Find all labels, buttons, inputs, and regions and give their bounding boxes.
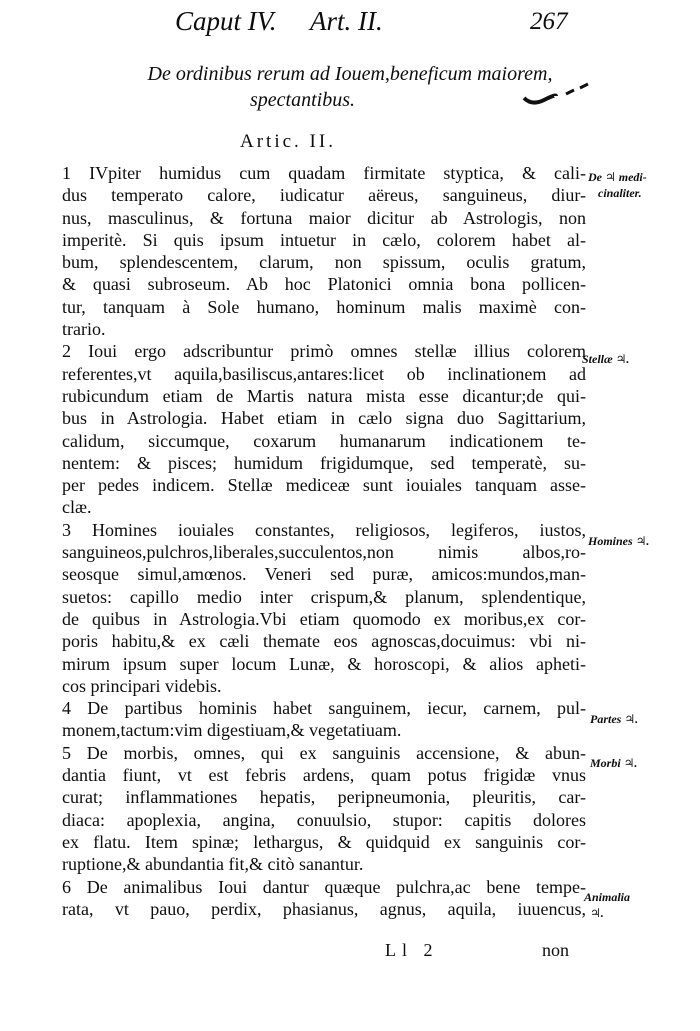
text-line: tur, tanquam à Sole humano, hominum malis maximè con- — [62, 296, 586, 317]
text-line: 3 Homines iouiales constantes, religiosos, legiferos, iustos, — [62, 519, 586, 540]
text-line: ex flatu. Item spinæ; lethargus, & quidquid ex sanguinis cor- — [62, 831, 586, 852]
text-line: imperitè. Si quis ipsum intuetur in cælo, colorem habet al- — [62, 229, 586, 250]
text-line: dus temperato calore, iudicatur aëreus, sanguineus, diur- — [62, 185, 586, 206]
margin-note-4: Partes ♃. — [590, 712, 639, 726]
margin-note-1a: De ♃ medi- — [588, 170, 647, 184]
text-line: 2 Ioui ergo adscribuntur primò omnes stellæ illius colorem — [62, 341, 586, 362]
margin-note-6a: Animalia — [584, 890, 631, 904]
text-line: monem,tactum:vim digestiuam,& vegetatiuam. — [62, 720, 402, 741]
section-heading: Artic. II. — [240, 131, 336, 152]
text-line: nentem: & pisces; humidum frigidumque, sed temperatè, su- — [62, 452, 586, 473]
text-line: 5 De morbis, omnes, qui ex sanguinis accensione, & abun- — [62, 742, 586, 763]
text-line: de quibus in Astrologia.Vbi etiam quomodo ex moribus,ex cor- — [62, 608, 586, 629]
text-line: per pedes indicem. Stellæ mediceæ sunt iouiales tanquam asse- — [62, 475, 586, 496]
page-number: 267 — [530, 8, 568, 35]
text-line: 6 De animalibus Ioui dantur quæque pulchra,ac bene tempe- — [62, 876, 586, 897]
subtitle-line-1: De ordinibus rerum ad Iouem,beneficum maiorem, — [147, 63, 553, 85]
text-line: 4 De partibus hominis habet sanguinem, iecur, carnem, pul- — [62, 698, 586, 719]
text-line: mirum ipsum super locum Lunæ, & horoscopi, & alios apheti- — [62, 653, 586, 674]
text-line: nus, masculinus, & fortuna maior dicitur ab Astrologis, non — [62, 207, 586, 228]
text-line: ruptione,& abundantia fit,& citò sanantur. — [62, 854, 364, 875]
margin-note-6b: ♃. — [590, 906, 604, 920]
text-line: referentes,vt aquila,basiliscus,antares:licet ob inclinationem ad — [62, 363, 586, 384]
text-line: diaca: apoplexia, angina, conuulsio, stupor: capitis dolores — [62, 809, 586, 830]
chapter-label: Caput IV. — [175, 6, 277, 36]
margin-note-5: Morbi ♃. — [590, 756, 638, 770]
text-line: sanguineos,pulchros,liberales,succulentos,non nimis albos,ro- — [62, 542, 586, 563]
text-line: poris habitu,& ex cæli themate eos agnoscas,docuimus: vbi ni- — [62, 631, 586, 652]
subtitle-line-2: spectantibus. — [250, 89, 355, 111]
ink-squiggle — [522, 82, 592, 108]
running-header — [175, 6, 595, 46]
body-text — [62, 162, 586, 920]
text-line: & quasi subroseum. Ab hoc Platonici omnia bona pollicen- — [62, 274, 586, 295]
text-line: cos principari videbis. — [62, 675, 222, 696]
text-line: seosque simul,amœnos. Veneri sed puræ, amicos:mundos,man- — [62, 564, 586, 585]
text-line: suetos: capillo medio inter crispum,& planum, splendentique, — [62, 586, 586, 607]
signature-mark: Ll 2 — [385, 940, 439, 960]
text-line: trario. — [62, 319, 106, 340]
text-line: bum, splendescentem, clarum, non spissum, oculis gratum, — [62, 252, 586, 273]
text-line: curat; inflammationes hepatis, peripneumonia, pleuritis, car- — [62, 787, 586, 808]
text-line: bus in Astrologia. Habet etiam in cælo signa duo Sagittarium, — [62, 408, 586, 429]
text-line: dantia fiunt, vt est febris ardens, quam potus frigidæ vnus — [62, 765, 586, 786]
text-line: calidum, siccumque, coxarum humanarum indicationem te- — [62, 430, 586, 451]
text-line: rata, vt pauo, perdix, phasianus, agnus, aquila, iuuencus, — [62, 898, 586, 919]
article-label: Art. II. — [310, 6, 383, 36]
margin-note-1b: cinaliter. — [598, 186, 642, 200]
margin-note-2: Stellæ ♃. — [582, 352, 630, 366]
text-line: 1 IVpiter humidus cum quadam firmitate styptica, & cali- — [62, 163, 586, 183]
text-line: clæ. — [62, 497, 92, 518]
margin-note-3: Homines ♃. — [588, 534, 650, 548]
catchword: non — [542, 940, 569, 960]
text-line: rubicundum etiam de Martis natura mista esse dicantur;de qui- — [62, 385, 586, 406]
